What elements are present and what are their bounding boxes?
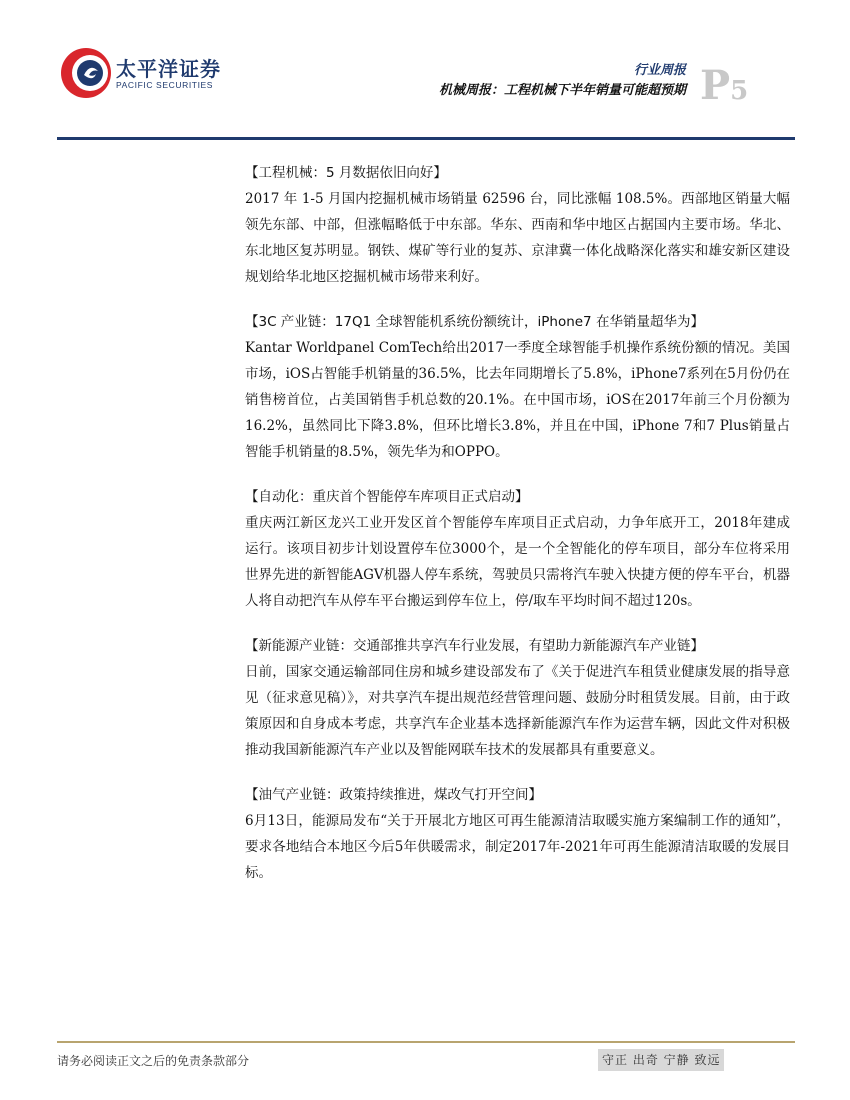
section-title: 【3C 产业链：17Q1 全球智能机系统份额统计，iPhone7 在华销量超华为】 bbox=[245, 314, 704, 330]
footer-disclaimer: 请务必阅读正文之后的免责条款部分 bbox=[57, 1054, 250, 1068]
section-3c-industry-chain bbox=[245, 309, 790, 465]
section-body: 2017 年 1-5 月国内挖掘机械市场销量 62596 台，同比涨幅 108.5%。西部地区销量大幅领先东部、中部，但涨幅略低于中东部。华东、西南和华中地区占据国内主要市场。华北、东北地区复苏明显。钢铁、煤矿等行业的复苏、京津冀一体化战略深化落实和雄安新区建设规划给华北地区挖掘机械市场带来利好。 bbox=[245, 191, 790, 285]
section-body: Kantar Worldpanel ComTech给出2017一季度全球智能手机操作系统份额的情况。美国市场，iOS占智能手机销量的36.5%，比去年同期增长了5.8%，iPhone7系列在5月份仍在销售榜首位，占美国销售手机总数的20.1%。在中国市场，iOS在2017年前三个月份额为16.2%，虽然同比下降3.8%，但环比增长3.8%，并且在中国，iPhone 7和7 Plus销量占智能手机销量的8.5%，领先华为和OPPO。 bbox=[245, 340, 790, 460]
section-automation bbox=[245, 484, 790, 614]
report-body bbox=[245, 160, 790, 905]
footer-motto: 守正 出奇 宁静 致远 bbox=[598, 1049, 724, 1071]
section-title: 【自动化：重庆首个智能停车库项目正式启动】 bbox=[245, 489, 529, 505]
section-body: 6月13日，能源局发布“关于开展北方地区可再生能源清洁取暖实施方案编制工作的通知”，要求各地结合本地区今后5年供暖需求，制定2017年-2021年可再生能源清洁取暖的发展目标。 bbox=[245, 813, 790, 881]
section-title: 【油气产业链：政策持续推进，煤改气打开空间】 bbox=[245, 787, 542, 803]
section-construction-machinery bbox=[245, 160, 790, 290]
brand-name-en: PACIFIC SECURITIES bbox=[116, 80, 214, 90]
pacific-securities-logo-icon bbox=[60, 45, 112, 100]
page-prefix: P bbox=[700, 62, 731, 109]
section-title: 【新能源产业链：交通部推共享汽车行业发展，有望助力新能源汽车产业链】 bbox=[245, 638, 704, 654]
report-title: 机械周报：工程机械下半年销量可能超预期 bbox=[438, 83, 686, 98]
header-divider bbox=[57, 137, 795, 140]
page-number bbox=[700, 62, 749, 109]
footer-divider bbox=[57, 1041, 795, 1043]
brand-name-cn: 太平洋证券 bbox=[116, 57, 221, 81]
report-type: 行业周报 bbox=[633, 63, 686, 78]
section-body: 日前，国家交通运输部同住房和城乡建设部发布了《关于促进汽车租赁业健康发展的指导意见（征求意见稿）》，对共享汽车提出规范经营管理问题、鼓励分时租赁发展。目前，由于政策原因和自身成本考虑，共享汽车企业基本选择新能源汽车作为运营车辆，因此文件对积极推动我国新能源汽车产业以及智能网联车技术的发展都具有重要意义。 bbox=[245, 664, 790, 758]
section-title: 【工程机械：5 月数据依旧向好】 bbox=[245, 165, 447, 181]
page-digit: 5 bbox=[730, 76, 749, 106]
company-logo bbox=[60, 45, 230, 100]
section-oil-gas bbox=[245, 782, 790, 886]
section-body: 重庆两江新区龙兴工业开发区首个智能停车库项目正式启动，力争年底开工，2018年建成运行。该项目初步计划设置停车位3000个，是一个全智能化的停车项目，部分车位将采用世界先进的新智能AGV机器人停车系统，驾驶员只需将汽车驶入快捷方便的停车平台，机器人将自动把汽车从停车平台搬运到停车位上，停/取车平均时间不超过120s。 bbox=[245, 515, 790, 609]
section-new-energy bbox=[245, 633, 790, 763]
